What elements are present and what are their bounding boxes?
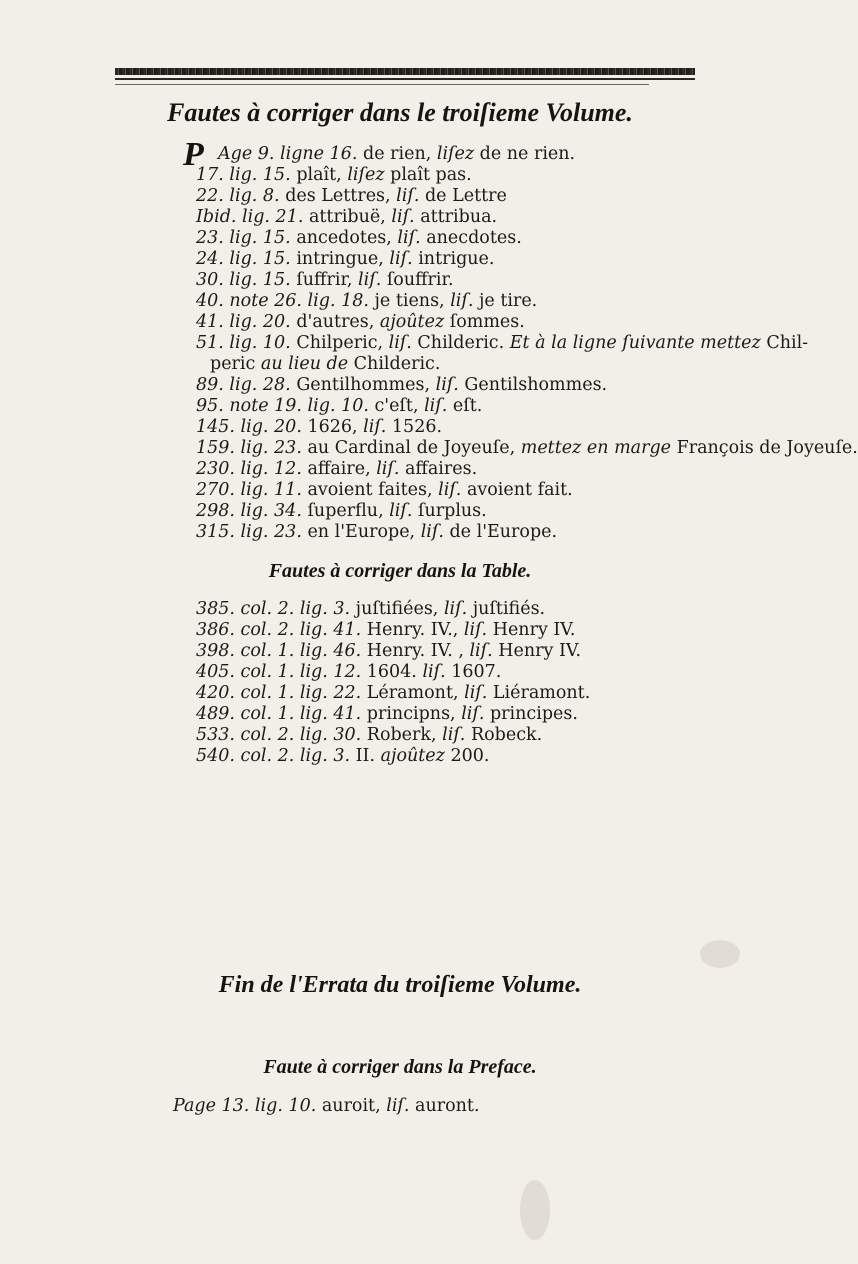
erroneous-text: Gentilhommes, (290, 375, 436, 395)
correction-marker: liſez (347, 165, 385, 185)
errata-entry (196, 683, 590, 704)
correction-marker: liſ. (389, 249, 413, 269)
corrected-text: je tire. (473, 291, 538, 311)
erroneous-text: au Cardinal de Joyeuſe, (301, 438, 521, 458)
correction-marker: liſ. (463, 620, 488, 640)
correction-marker: ajoûtez (380, 746, 445, 766)
errata-entry (196, 746, 590, 767)
erroneous-text: ſuperflu, (301, 501, 390, 521)
erroneous-text: Léramont, (361, 683, 465, 703)
errata-list-table (196, 599, 590, 767)
preface-errata-heading: Faute à corriger dans la Preface. (263, 1056, 537, 1078)
errata-entry (173, 1096, 480, 1117)
entry-reference: Ibid. lig. 21. (196, 207, 304, 227)
corrected-text: intrigue. (412, 249, 495, 269)
erroneous-text: 1604. (361, 662, 423, 682)
corrected-text: de ne rien. (474, 144, 576, 164)
correction-marker: liſ. (442, 725, 466, 745)
correction-marker: liſ. (363, 417, 387, 437)
erroneous-text: des Lettres, (279, 186, 397, 206)
correction-marker: liſ. (391, 207, 415, 227)
correction-marker: liſ. (435, 375, 459, 395)
entry-reference: 398. col. 1. lig. 46. (196, 641, 362, 661)
erroneous-text: juſtifiées, (350, 599, 444, 619)
entry-reference: 24. lig. 15. (196, 249, 291, 269)
entry-reference: Age 9. ligne 16. (218, 144, 358, 164)
corrected-text: ſommes. (444, 312, 525, 332)
paper-stain (520, 1180, 550, 1240)
errata-entry (196, 704, 590, 725)
entry-reference: 489. col. 1. lig. 41. (196, 704, 362, 724)
errata-entry (196, 417, 858, 438)
erroneous-text: je tiens, (368, 291, 451, 311)
corrected-text: peric (210, 354, 261, 374)
errata-entry (196, 396, 858, 417)
entry-reference: 145. lig. 20. (196, 417, 302, 437)
entry-reference: 23. lig. 15. (196, 228, 291, 248)
instruction-text: au lieu de (260, 354, 349, 374)
correction-marker: ajoûtez (379, 312, 445, 332)
correction-marker: liſ. (420, 522, 444, 542)
entry-reference: Page 13. lig. 10. (173, 1096, 317, 1116)
corrected-text: affaires. (399, 459, 478, 479)
corrected-text: Henry IV. (487, 620, 576, 640)
errata-entry (196, 501, 858, 522)
entry-reference: 533. col. 2. lig. 30. (196, 725, 362, 745)
erroneous-text: plaît, (290, 165, 348, 185)
corrected-text: auront. (409, 1096, 480, 1116)
erroneous-text: de rien, (357, 144, 437, 164)
corrected-text: Henry IV. (492, 641, 582, 661)
errata-entry (196, 144, 858, 165)
errata-list-preface (173, 1096, 480, 1117)
correction-marker: liſ. (469, 641, 493, 661)
entry-reference: 51. lig. 10. (196, 333, 291, 353)
corrected-text: ſouffrir. (381, 270, 454, 290)
corrected-text: principes. (484, 704, 578, 724)
correction-marker: liſ. (464, 683, 488, 703)
errata-entry (196, 270, 858, 291)
correction-marker: liſ. (422, 662, 446, 682)
errata-entry (196, 207, 858, 228)
entry-reference: 159. lig. 23. (196, 438, 302, 458)
correction-marker: liſ. (389, 501, 413, 521)
correction-marker: liſ. (386, 1096, 410, 1116)
entry-reference: 405. col. 1. lig. 12. (196, 662, 362, 682)
corrected-text: eſt. (447, 396, 483, 416)
erroneous-text: Childeric. (348, 354, 441, 374)
end-of-errata-heading: Fin de l'Errata du troiſieme Volume. (218, 972, 582, 998)
erroneous-text: intringue, (290, 249, 390, 269)
corrected-text: de Lettre (419, 186, 507, 206)
correction-marker: liſ. (358, 270, 382, 290)
entry-reference: 315. lig. 23. (196, 522, 302, 542)
entry-reference: 386. col. 2. lig. 41. (196, 620, 362, 640)
errata-entry (196, 725, 590, 746)
entry-reference: 30. lig. 15. (196, 270, 291, 290)
errata-entry (196, 599, 590, 620)
errata-entry (196, 480, 858, 501)
entry-reference: 270. lig. 11. (196, 480, 302, 500)
correction-marker: mettez en marge (520, 438, 672, 458)
erroneous-text: Roberk, (361, 725, 443, 745)
instruction-text: Et à la ligne ſuivante mettez (509, 333, 761, 353)
corrected-text: Gentilshommes. (458, 375, 608, 395)
erroneous-text: Chilperic, (290, 333, 389, 353)
errata-entry (196, 186, 858, 207)
entry-reference: 298. lig. 34. (196, 501, 302, 521)
erroneous-text: avoient faites, (301, 480, 439, 500)
correction-marker: liſ. (397, 228, 421, 248)
erroneous-text: en l'Europe, (301, 522, 421, 542)
entry-reference: 41. lig. 20. (196, 312, 291, 332)
correction-marker: liſez (436, 144, 475, 164)
corrected-text: avoient fait. (461, 480, 573, 500)
table-errata-heading: Fautes à corriger dans la Table. (268, 560, 532, 582)
corrected-text: de l'Europe. (443, 522, 558, 542)
erroneous-text: ſuffrir, (290, 270, 359, 290)
erroneous-text: d'autres, (290, 312, 380, 332)
entry-reference: 40. note 26. lig. 18. (196, 291, 369, 311)
entry-reference: 22. lig. 8. (196, 186, 280, 206)
corrected-text: Robeck. (465, 725, 543, 745)
corrected-text: attribua. (414, 207, 498, 227)
erroneous-text: attribuë, (303, 207, 392, 227)
errata-entry (196, 249, 858, 270)
erroneous-text: II. (350, 746, 381, 766)
decorative-border (115, 68, 695, 85)
corrected-text: juſtifiés. (467, 599, 546, 619)
erroneous-text: c'eſt, (368, 396, 425, 416)
entry-reference: 230. lig. 12. (196, 459, 302, 479)
erroneous-text: 1626, (301, 417, 364, 437)
correction-marker: liſ. (396, 186, 420, 206)
errata-entry (196, 312, 858, 333)
correction-marker: liſ. (461, 704, 485, 724)
corrected-text: 1526. (386, 417, 443, 437)
errata-entry (196, 438, 858, 459)
corrected-text: 200. (444, 746, 490, 766)
entry-reference: 17. lig. 15. (196, 165, 291, 185)
corrected-text: Childeric. (411, 333, 510, 353)
errata-entry (196, 165, 858, 186)
entry-reference: 540. col. 2. lig. 3. (196, 746, 351, 766)
corrected-text: 1607. (445, 662, 502, 682)
errata-entry (196, 522, 858, 543)
corrected-text: ſurplus. (412, 501, 487, 521)
entry-reference: 89. lig. 28. (196, 375, 291, 395)
corrected-text: Chil- (760, 333, 809, 353)
paper-stain (700, 940, 740, 968)
correction-marker: liſ. (438, 480, 462, 500)
corrected-text: anecdotes. (420, 228, 522, 248)
errata-entry (196, 641, 590, 662)
corrected-text: Liéramont. (487, 683, 591, 703)
erroneous-text: principns, (361, 704, 462, 724)
page-title: Fautes à corriger dans le troiſieme Volume. (167, 98, 633, 127)
erroneous-text: affaire, (301, 459, 377, 479)
errata-entry (196, 333, 858, 375)
entry-reference: 385. col. 2. lig. 3. (196, 599, 351, 619)
erroneous-text: Henry. IV., (361, 620, 464, 640)
correction-marker: liſ. (376, 459, 400, 479)
correction-marker: liſ. (450, 291, 474, 311)
correction-marker: liſ. (443, 599, 468, 619)
errata-entry (196, 375, 858, 396)
drop-cap: P (183, 136, 204, 173)
entry-reference: 95. note 19. lig. 10. (196, 396, 369, 416)
corrected-text: plaît pas. (384, 165, 472, 185)
correction-marker: liſ. (424, 396, 448, 416)
errata-entry (196, 620, 590, 641)
corrected-text: François de Joyeuſe. (671, 438, 858, 458)
entry-reference: 420. col. 1. lig. 22. (196, 683, 362, 703)
errata-entry (196, 662, 590, 683)
errata-entry (196, 459, 858, 480)
entry-continuation (196, 354, 858, 375)
errata-list-volume (196, 144, 858, 543)
errata-entry (196, 228, 858, 249)
erroneous-text: ancedotes, (290, 228, 398, 248)
correction-marker: liſ. (388, 333, 412, 353)
erroneous-text: Henry. IV. , (361, 641, 470, 661)
errata-entry (196, 291, 858, 312)
erroneous-text: auroit, (316, 1096, 387, 1116)
